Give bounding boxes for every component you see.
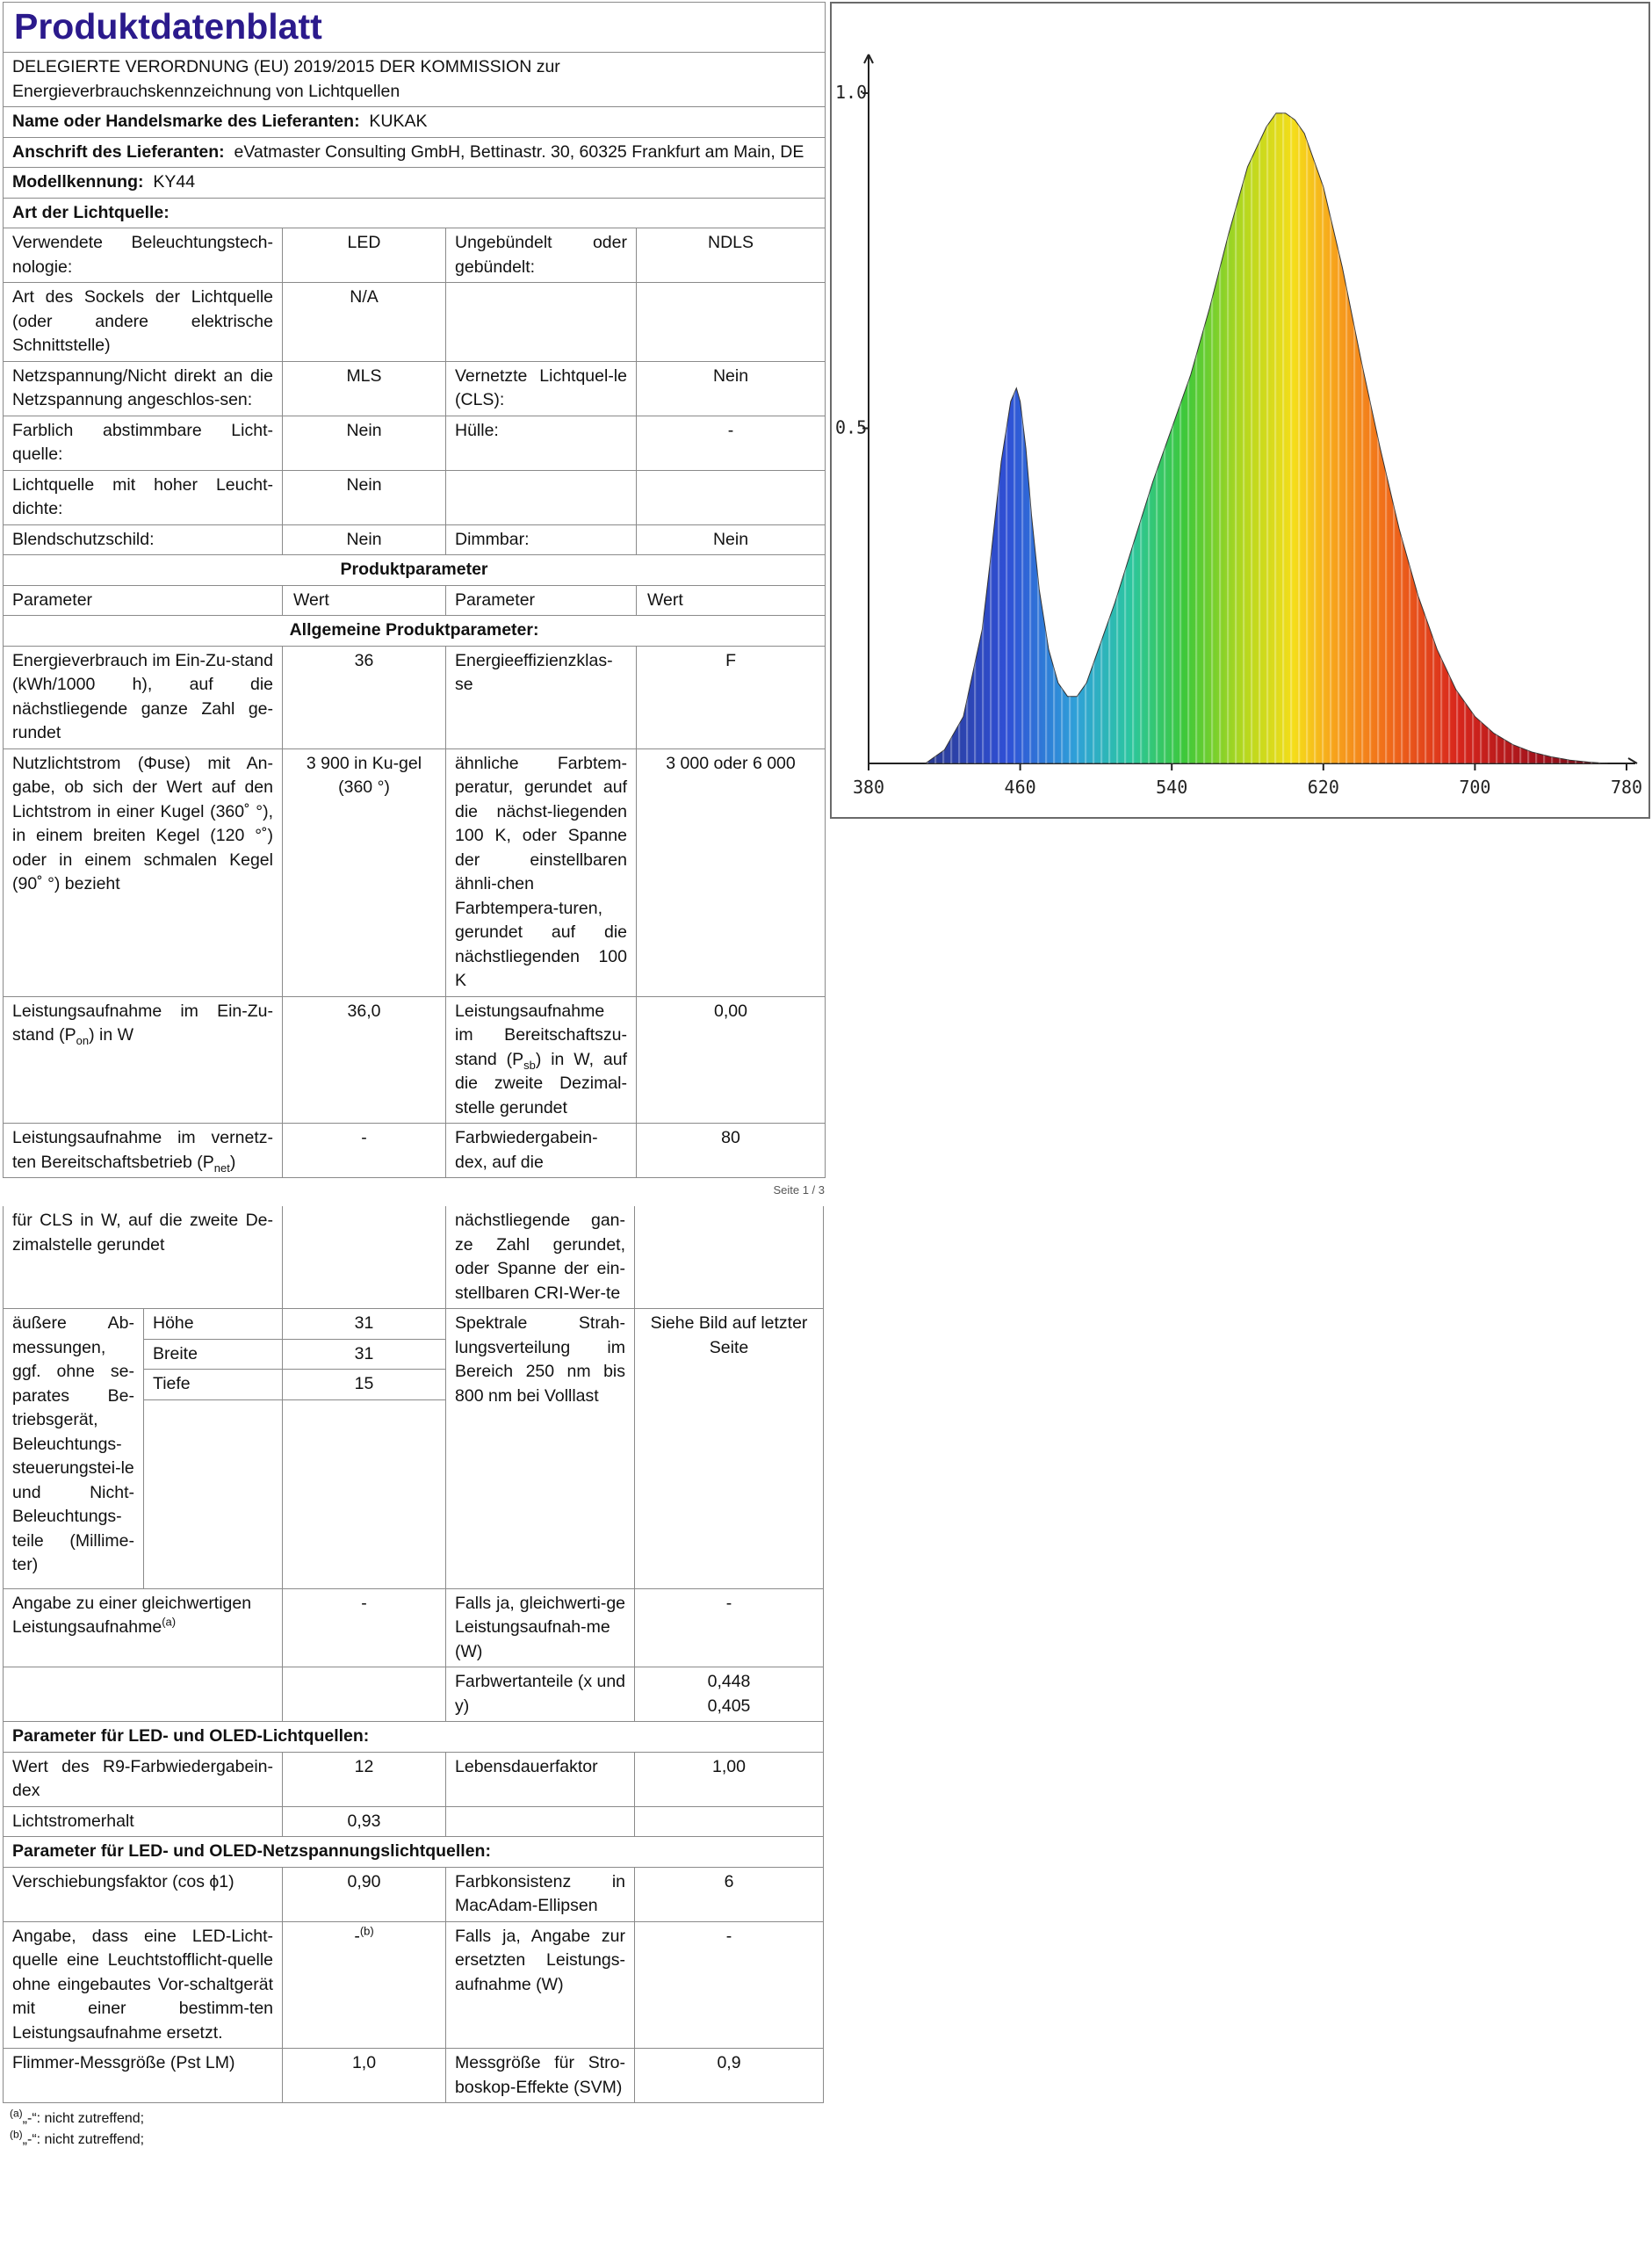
param-label: Wert des R9-Farbwiedergabein-dex [4,1752,283,1806]
footnote-ref: (a) [162,1615,177,1629]
footnote [10,2108,825,2130]
footnote-text: „-“: nicht zutreffend; [22,2111,145,2126]
param-label: Falls ja, gleichwerti-ge Leistungsaufnah-me (W) [446,1588,635,1667]
footnote [10,2130,825,2151]
label-text: ) [229,1152,236,1172]
param-value: Nein [283,524,446,555]
label-subscript: sb [523,1058,536,1072]
table-row [4,2049,824,2103]
param-label: Falls ja, Angabe zur ersetzten Leistungs-aufnahme (W) [446,1921,635,2049]
param-value: 0,9 [635,2049,824,2103]
param-value: 36 [283,646,446,748]
supplier-name-label: Name oder Handelsmarke des Lieferanten: [12,112,360,131]
param-label: für CLS in W, auf die zweite De-zimalstelle gerundet [4,1206,283,1309]
empty-cell [283,1399,446,1588]
param-value: Nein [283,416,446,470]
param-value [283,1206,446,1309]
param-label [446,996,637,1124]
param-value [637,470,826,524]
light-source-type-header: Art der Lichtquelle: [4,198,826,228]
chart-layer [835,54,1642,798]
label-text: ) in W [89,1025,134,1045]
model-label: Modellkennung: [12,172,144,192]
table-row [4,1667,824,1722]
empty-cell [4,1667,283,1722]
page-number: Seite 1 / 3 [773,1183,825,1197]
footnote-text: „-“: nicht zutreffend; [22,2132,145,2147]
table-row [4,470,826,524]
param-value: 1,0 [283,2049,446,2103]
label-text: Leistungsaufnahme im Ein-Zu-stand (P [12,1001,273,1045]
x-tick-label: 460 [1004,777,1036,798]
value-text: - [354,1926,360,1946]
label-text: Leistungsaufnahme im vernetz-ten Bereitschaftsbetrieb (P [12,1128,273,1172]
param-value [635,1667,824,1722]
column-header: Wert [637,585,826,616]
param-value: F [637,646,826,748]
param-label: Energieeffizienzklas-se [446,646,637,748]
supplier-address-row [4,137,826,168]
chroma-y: 0,405 [707,1696,751,1716]
param-label [446,283,637,362]
param-value: - [635,1921,824,2049]
product-params-header: Produktparameter [4,555,826,586]
table-row [4,1867,824,1921]
model-row [4,168,826,199]
datasheet-table-page2 [3,1206,824,2103]
param-label: Farbwertanteile (x und y) [446,1667,635,1722]
mains-params-header: Parameter für LED- und OLED-Netzspannungslichtquellen: [4,1837,824,1868]
param-label: Farblich abstimmbare Licht-quelle: [4,416,283,470]
param-value: 36,0 [283,996,446,1124]
param-label: Farbkonsistenz in MacAdam-Ellipsen [446,1867,635,1921]
column-header: Wert [283,585,446,616]
param-label: Lebensdauerfaktor [446,1752,635,1806]
param-value: - [283,1124,446,1178]
dimension-value: 15 [283,1370,446,1400]
label-text: ) in W, auf die zweite Dezimal-stelle gerundet [455,1049,628,1117]
param-label [4,1124,283,1178]
column-header: Parameter [446,585,637,616]
param-label: Verschiebungsfaktor (cos ϕ1) [4,1867,283,1921]
dimensions-label: äußere Ab-messungen, ggf. ohne se-parates Be-triebsgerät, Beleuchtungs-steuerungstei-le und Nicht-Beleuchtungs-teile (Millime-ter) [4,1309,144,1589]
spectral-distribution-value: Siehe Bild auf letzter Seite [635,1309,824,1589]
param-value: 3 000 oder 6 000 [637,748,826,996]
label-text: Leistungsaufnahme im Bereitschaftszu-stand (P [455,1001,627,1069]
table-row [4,1206,824,1309]
x-tick-label: 620 [1307,777,1339,798]
y-tick-label: 1.0 [835,82,868,103]
param-label [4,1588,283,1667]
param-label: Hülle: [446,416,637,470]
param-label: Netzspannung/Nicht direkt an die Netzspannung angeschlos-sen: [4,361,283,416]
label-subscript: net [213,1161,230,1175]
param-label: ähnliche Farbtem-peratur, gerundet auf die nächst-liegenden 100 K, oder Spanne der einstellbaren ähnli-chen Farbtempera-turen, gerundet auf die nächstliegenden 100 K [446,748,637,996]
table-row [4,283,826,362]
table-row [4,1806,824,1837]
param-value: MLS [283,361,446,416]
footnote-ref: (b) [359,1924,374,1937]
param-value: - [283,1588,446,1667]
param-label [446,1806,635,1837]
column-header: Parameter [4,585,283,616]
footnotes [3,2108,825,2151]
supplier-name-row [4,107,826,138]
param-label: Nutzlichtstrom (Φuse) mit An-gabe, ob sich der Wert auf den Lichtstrom in einer Kugel (360˚ °), in einem breiten Kegel (120 °˚) oder in einem schmalen Kegel (90˚ °) bezieht [4,748,283,996]
footnote-mark: (a) [10,2107,23,2120]
table-row [4,524,826,555]
param-label: Flimmer-Messgröße (Pst LM) [4,2049,283,2103]
param-label [446,470,637,524]
x-tick-label: 380 [852,777,885,798]
supplier-name-value: KUKAK [369,112,428,131]
param-value: 3 900 in Ku-gel (360 °) [283,748,446,996]
model-value: KY44 [153,172,196,192]
page-break [3,1178,825,1206]
datasheet [3,2,825,2151]
label-subscript: on [76,1033,90,1047]
param-value: 80 [637,1124,826,1178]
param-label: Lichtstromerhalt [4,1806,283,1837]
table-row [4,416,826,470]
param-value [635,1206,824,1309]
table-row [4,1309,824,1340]
table-row [4,646,826,748]
supplier-address-value: eVatmaster Consulting GmbH, Bettinastr. 30, 60325 Frankfurt am Main, DE [234,141,804,162]
empty-cell [144,1399,283,1588]
param-label: nächstliegende gan-ze Zahl gerundet, oder Spanne der ein-stellbaren CRI-Wer-te [446,1206,635,1309]
spectral-chart-svg [832,4,1648,817]
param-value: - [635,1588,824,1667]
param-label: Art des Sockels der Lichtquelle (oder andere elektrische Schnittstelle) [4,283,283,362]
param-value: 0,90 [283,1867,446,1921]
param-label: Ungebündelt oder gebündelt: [446,228,637,283]
param-label: Lichtquelle mit hoher Leucht-dichte: [4,470,283,524]
param-label: Verwendete Beleuchtungstech-nologie: [4,228,283,283]
param-value [635,1806,824,1837]
datasheet-table-page1 [3,2,826,1178]
param-label: Blendschutzschild: [4,524,283,555]
param-value [283,1921,446,2049]
dimension-value: 31 [283,1339,446,1370]
regulation-text: DELEGIERTE VERORDNUNG (EU) 2019/2015 DER KOMMISSION zur Energieverbrauchskennzeichnung von Lichtquellen [4,53,826,107]
param-label: Angabe, dass eine LED-Licht-quelle eine Leuchtstofflicht-quelle ohne eingebautes Vor-schaltgerät mit einer bestimm-ten Leistungsaufnahme ersetzt. [4,1921,283,2049]
param-value: Nein [283,470,446,524]
dimension-name: Höhe [144,1309,283,1340]
table-row [4,1921,824,2049]
param-label [4,996,283,1124]
param-value [637,283,826,362]
param-label: Vernetzte Lichtquel-le (CLS): [446,361,637,416]
x-tick-label: 540 [1156,777,1188,798]
x-tick-label: 700 [1459,777,1491,798]
chroma-x: 0,448 [707,1672,751,1691]
param-value: 1,00 [635,1752,824,1806]
param-value: Nein [637,524,826,555]
param-label: Energieverbrauch im Ein-Zu-stand (kWh/1000 h), auf die nächstliegende ganze Zahl ge-rundet [4,646,283,748]
supplier-address-label: Anschrift des Lieferanten: [12,141,225,162]
table-row [4,1124,826,1178]
param-value: NDLS [637,228,826,283]
dimension-value: 31 [283,1309,446,1340]
page-title: Produktdatenblatt [4,3,826,53]
column-header-row [4,585,826,616]
param-label: Messgröße für Stro-boskop-Effekte (SVM) [446,2049,635,2103]
led-params-header: Parameter für LED- und OLED-Lichtquellen: [4,1722,824,1753]
param-value: 12 [283,1752,446,1806]
x-tick-label: 780 [1610,777,1643,798]
empty-cell [283,1667,446,1722]
table-row [4,1588,824,1667]
param-value: N/A [283,283,446,362]
footnote-mark: (b) [10,2128,23,2141]
table-row [4,996,826,1124]
spectral-distribution-label: Spektrale Strah-lungsverteilung im Bereich 250 nm bis 800 nm bei Volllast [446,1309,635,1589]
param-value: 0,00 [637,996,826,1124]
label-text: Angabe zu einer gleichwertigen Leistungsaufnahme [12,1593,252,1637]
param-value: 6 [635,1867,824,1921]
param-label: Farbwiedergabein-dex, auf die [446,1124,637,1178]
param-label: Dimmbar: [446,524,637,555]
y-tick-label: 0.5 [835,416,868,438]
dimension-name: Breite [144,1339,283,1370]
param-value: - [637,416,826,470]
param-value: 0,93 [283,1806,446,1837]
general-params-header: Allgemeine Produktparameter: [4,616,826,647]
table-row [4,361,826,416]
dimension-name: Tiefe [144,1370,283,1400]
param-value: LED [283,228,446,283]
table-row [4,748,826,996]
table-row [4,228,826,283]
spectrum-stripes [926,113,1608,763]
table-row [4,1752,824,1806]
param-value: Nein [637,361,826,416]
spectral-chart [830,2,1650,819]
